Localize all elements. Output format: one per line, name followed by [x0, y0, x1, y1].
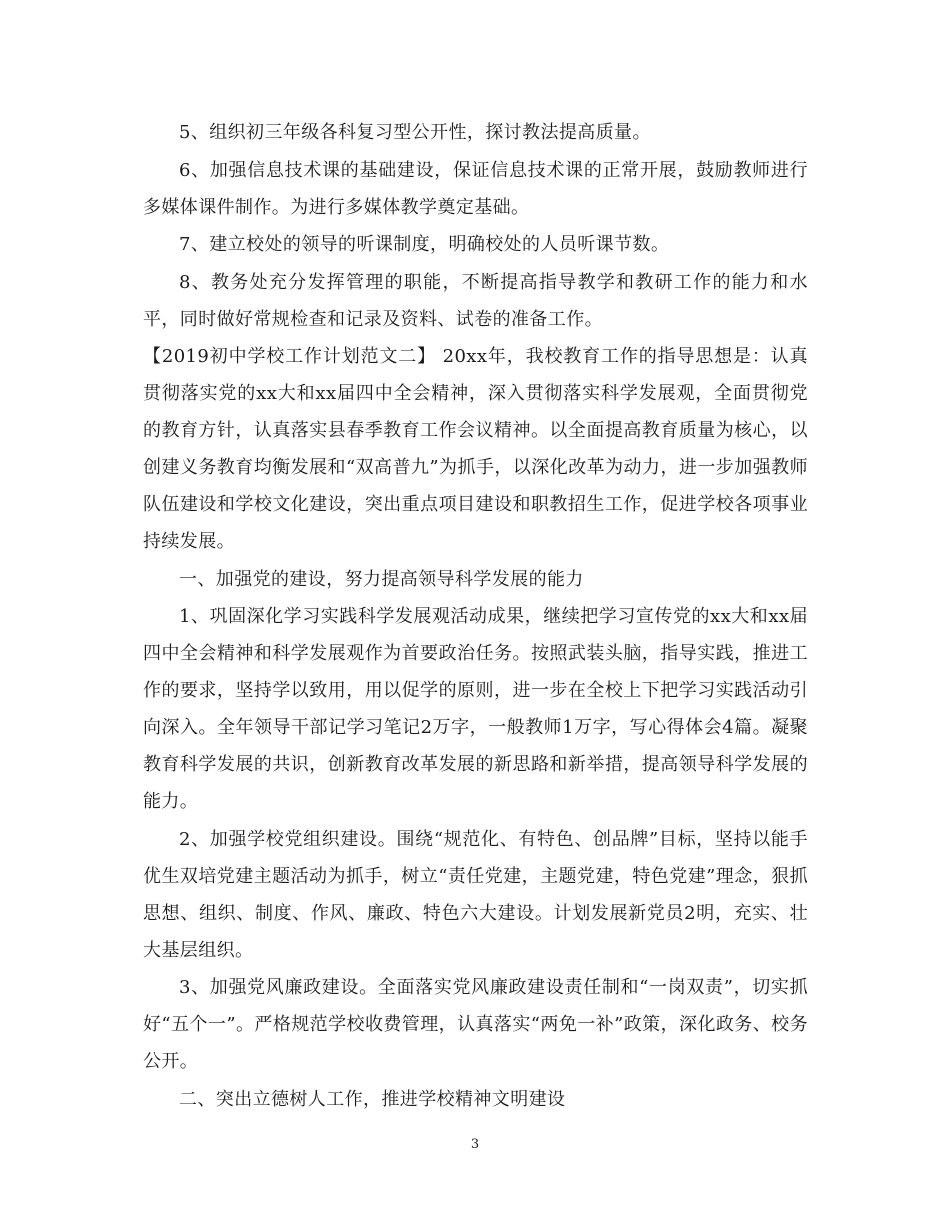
paragraph-item-5: 5、组织初三年级各科复习型公开性，探讨教法提高质量。: [179, 122, 651, 143]
paragraph-item-8: 8、教务处充分发挥管理的职能，不断提高指导教学和教研工作的能力和水平，同时做好常规检查和记录及资料、试卷的准备工作。: [143, 271, 808, 330]
document-body: [143, 114, 808, 1118]
section-heading-moral-education: 二、突出立德树人工作，推进学校精神文明建设: [179, 1088, 566, 1110]
section-heading-party-building: 一、加强党的建设，努力提高领导科学发展的能力: [179, 568, 584, 590]
paragraph-item-3: 3、加强党风廉政建设。全面落实党风廉政建设责任制和“一岗双责”，切实抓好“五个一”。严格规范学校收费管理，认真落实“两免一补”政策，深化政务、校务公开。: [143, 977, 808, 1072]
section-heading-sample-two: 【2019初中学校工作计划范文二】 20xx年，我校教育工作的指导思想是：认真贯彻落实党的xx大和xx届四中全会精神，深入贯彻落实科学发展观，全面贯彻党的教育方针，认真落实县春季教育工作会议精神。以全面提高教育质量为核心，以创建义务教育均衡发展和“双高普九”为抓手，以深化改革为动力，进一步加强教师队伍建设和学校文化建设，突出重点项目建设和职教招生工作，促进学校各项事业持续发展。: [143, 346, 808, 552]
paragraph-item-1: 1、巩固深化学习实践科学发展观活动成果，继续把学习宣传党的xx大和xx届四中全会精神和科学发展观作为首要政治任务。按照武装头脑，指导实践，推进工作的要求，坚持学以致用，用以促学的原则，进一步在全校上下把学习实践活动引向深入。全年领导干部记学习笔记2万字，一般教师1万字，写心得体会4篇。凝聚教育科学发展的共识，创新教育改革发展的新思路和新举措，提高领导科学发展的能力。: [143, 606, 808, 812]
page-number: 3: [470, 1137, 480, 1152]
paragraph-item-7: 7、建立校处的领导的听课制度，明确校处的人员听课节数。: [179, 234, 670, 255]
paragraph-item-6: 6、加强信息技术课的基础建设，保证信息技术课的正常开展，鼓励教师进行多媒体课件制作。为进行多媒体教学奠定基础。: [143, 159, 808, 218]
paragraph-item-2: 2、加强学校党组织建设。围绕“规范化、有特色、创品牌”目标，坚持以能手优生双培党建主题活动为抓手，树立“责任党建，主题党建，特色党建”理念，狠抓思想、组织、制度、作风、廉政、特色六大建设。计划发展新党员2明，充实、壮大基层组织。: [143, 828, 808, 961]
